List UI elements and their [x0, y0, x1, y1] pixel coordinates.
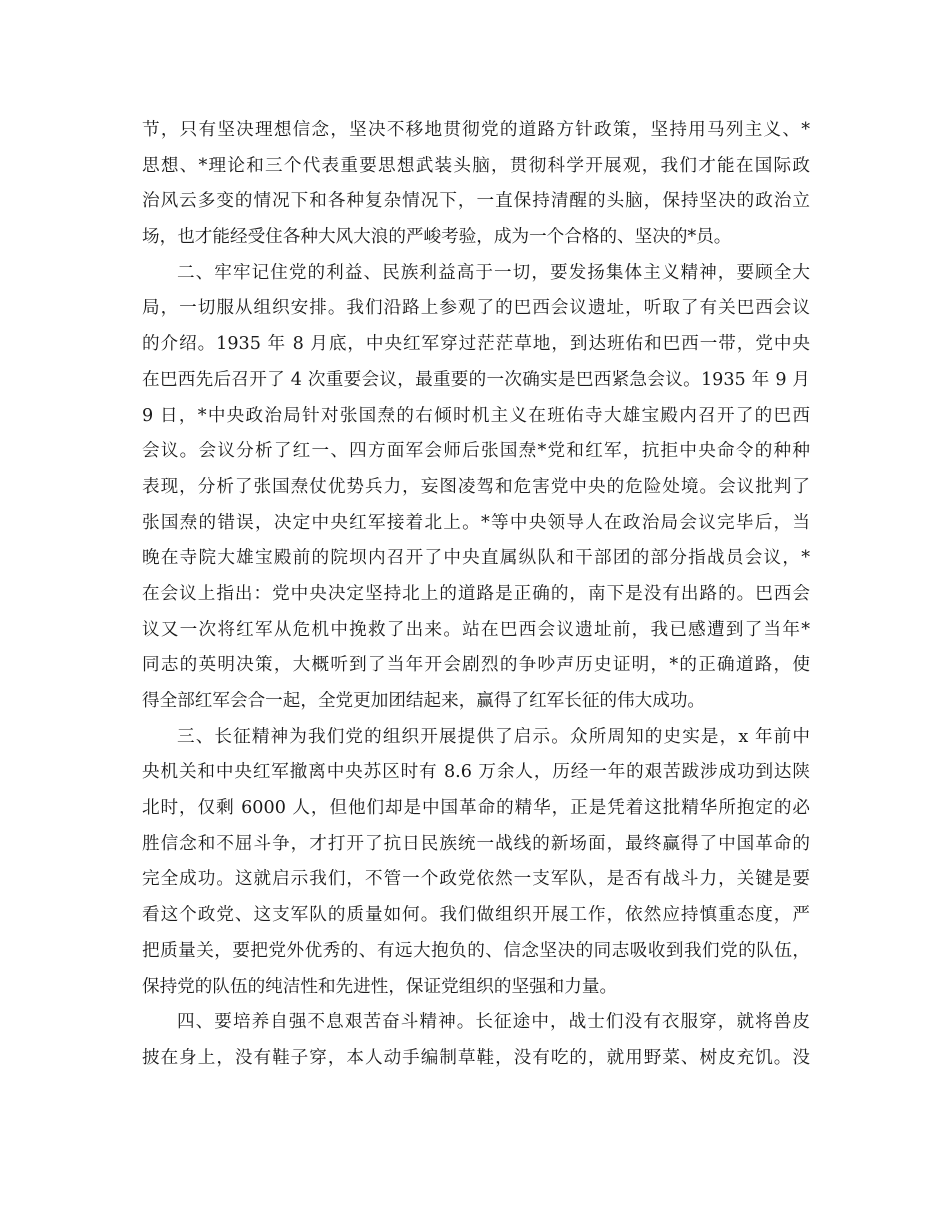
text-line: 在会议上指出：党中央决定坚持北上的道路是正确的，南下是没有出路的。巴西会 — [142, 583, 810, 604]
text-line: 会议。会议分析了红一、四方面军会师后张国焘*党和红军，抗拒中央命令的种种 — [142, 441, 810, 462]
text-line: 胜信念和不屈斗争，才打开了抗日民族统一战线的新场面，最终赢得了中国革命的 — [142, 833, 810, 854]
text-line: 得全部红军会合一起，全党更加团结起来，赢得了红军长征的伟大成功。 — [142, 691, 706, 711]
text-line: 看这个政党、这支军队的质量如何。我们做组织开展工作，依然应持慎重态度，严 — [142, 905, 810, 926]
text-line: 的介绍。1935 年 8 月底，中央红军穿过茫茫草地，到达班佑和巴西一带，党中央 — [142, 334, 810, 355]
text-line: 局，一切服从组织安排。我们沿路上参观了的巴西会议遗址，听取了有关巴西会议 — [142, 298, 810, 319]
text-line: 北时，仅剩 6000 人，但他们却是中国革命的精华，正是凭着这批精华所抱定的必 — [142, 798, 810, 819]
text-line: 四、要培养自强不息艰苦奋斗精神。长征途中，战士们没有衣服穿，就将兽皮 — [177, 1012, 810, 1033]
text-line: 披在身上，没有鞋子穿，本人动手编制草鞋，没有吃的，就用野菜、树皮充饥。没 — [142, 1047, 810, 1068]
text-line: 完全成功。这就启示我们，不管一个政党依然一支军队，是否有战斗力，关键是要 — [142, 869, 810, 890]
text-line: 二、牢牢记住党的利益、民族利益高于一切，要发扬集体主义精神，要顾全大 — [177, 262, 810, 283]
text-line: 思想、*理论和三个代表重要思想武装头脑，贯彻科学开展观，我们才能在国际政 — [142, 155, 810, 176]
text-line: 张国焘的错误，决定中央红军接着北上。*等中央领导人在政治局会议完毕后，当 — [142, 512, 810, 533]
text-line: 把质量关，要把党外优秀的、有远大抱负的、信念坚决的同志吸收到我们党的队伍， — [142, 940, 810, 961]
text-line: 晚在寺院大雄宝殿前的院坝内召开了中央直属纵队和干部团的部分指战员会议，* — [142, 548, 810, 569]
text-line: 在巴西先后召开了 4 次重要会议，最重要的一次确实是巴西紧急会议。1935 年 9 月 — [142, 369, 810, 390]
text-line: 场，也才能经受住各种大风大浪的严峻考验，成为一个合格的、坚决的*员。 — [142, 227, 732, 248]
text-line: 三、长征精神为我们党的组织开展提供了启示。众所周知的史实是，x 年前中 — [177, 726, 810, 747]
text-line: 央机关和中央红军撤离中央苏区时有 8.6 万余人，历经一年的艰苦跋涉成功到达陕 — [142, 762, 810, 783]
text-line: 9 日，*中央政治局针对张国焘的右倾时机主义在班佑寺大雄宝殿内召开了的巴西 — [142, 405, 810, 426]
text-line: 节，只有坚决理想信念，坚决不移地贯彻党的道路方针政策，坚持用马列主义、* — [142, 120, 810, 140]
text-line: 表现，分析了张国焘仗优势兵力，妄图凌驾和危害党中央的危险处境。会议批判了 — [142, 476, 810, 497]
text-line: 保持党的队伍的纯洁性和先进性，保证党组织的坚强和力量。 — [142, 976, 618, 997]
document-page — [142, 113, 810, 1077]
text-line: 治风云多变的情况下和各种复杂情况下，一直保持清醒的头脑，保持坚决的政治立 — [142, 191, 810, 212]
text-line: 同志的英明决策，大概听到了当年开会剧烈的争吵声历史证明，*的正确道路，使 — [142, 655, 810, 676]
text-line: 议又一次将红军从危机中挽救了出来。站在巴西会议遗址前，我已感遭到了当年* — [142, 619, 810, 640]
